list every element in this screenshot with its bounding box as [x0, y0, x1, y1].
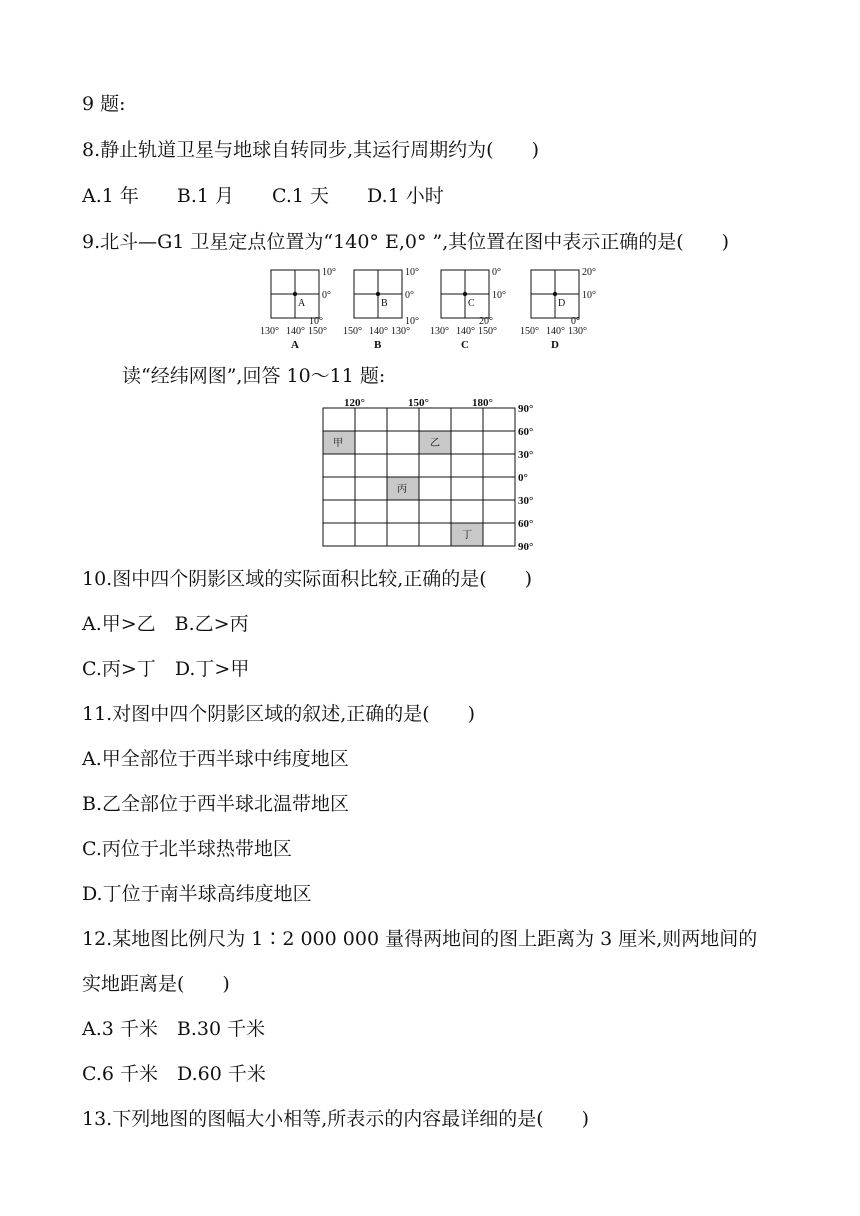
grid-c-lat-2: 10°	[492, 290, 506, 301]
label-bing: 丙	[397, 484, 407, 495]
grid-c-lon-2: 140°	[456, 326, 475, 337]
lat-30n: 30°	[518, 449, 534, 461]
question-11-option-a: A.甲全部位于西半球中纬度地区	[82, 748, 349, 770]
grid-a-caption: A	[291, 339, 299, 351]
lat-30s: 30°	[518, 495, 534, 507]
grid-c-lon-1: 130°	[430, 326, 449, 337]
question-8-options: A.1 年 B.1 月 C.1 天 D.1 小时	[82, 185, 444, 207]
grid-d-letter: D	[558, 298, 566, 309]
grid-c-caption: C	[461, 339, 469, 351]
question-12-options-ab: A.3 千米 B.30 千米	[82, 1018, 266, 1040]
grid-c	[430, 267, 506, 351]
grid-d-lat-1: 20°	[582, 267, 596, 278]
question-10-options-ab: A.甲>乙 B.乙>丙	[82, 613, 249, 635]
lat-0: 0°	[518, 472, 528, 484]
grid-a-lon-2: 140°	[286, 326, 305, 337]
question-11-option-c: C.丙位于北半球热带地区	[82, 838, 292, 860]
grid-a-lon-1: 130°	[260, 326, 279, 337]
lat-90s: 90°	[518, 541, 534, 553]
lat-90n: 90°	[518, 403, 534, 415]
grid-b-caption: B	[374, 339, 382, 351]
q10-11-figure	[0, 396, 860, 556]
question-12-line-2: 实地距离是( )	[82, 973, 230, 995]
grid-c-lon-3: 150°	[478, 326, 497, 337]
text-line-9-intro: 9 题:	[82, 93, 126, 115]
grid-b	[343, 267, 419, 351]
grid-d-caption: D	[551, 339, 559, 351]
grid-c-lat-3: 20°	[479, 316, 493, 327]
question-10-options-cd: C.丙>丁 D.丁>甲	[82, 658, 250, 680]
grid-b-lat-3: 10°	[405, 316, 419, 327]
label-jia: 甲	[333, 438, 343, 449]
grid-b-lon-3: 130°	[391, 326, 410, 337]
read-instruction: 读“经纬网图”,回答 10～11 题:	[122, 365, 386, 387]
grid-b-letter: B	[381, 298, 388, 309]
question-11: 11.对图中四个阴影区域的叙述,正确的是( )	[82, 703, 476, 725]
lon-180: 180°	[472, 397, 493, 409]
grid-d-lon-2: 140°	[546, 326, 565, 337]
grid-b-lon-1: 150°	[343, 326, 362, 337]
grid-b-lat-1: 10°	[405, 267, 419, 278]
grid-a-lon-3: 150°	[308, 326, 327, 337]
question-12-line-1: 12.某地图比例尺为 1∶2 000 000 量得两地间的图上距离为 3 厘米,则两地间的	[82, 928, 758, 950]
label-yi: 乙	[430, 438, 440, 449]
label-ding: 丁	[462, 530, 472, 541]
question-11-option-d: D.丁位于南半球高纬度地区	[82, 883, 312, 905]
grid-b-lat-2: 0°	[405, 290, 414, 301]
grid-d	[520, 267, 596, 351]
grid-a-letter: A	[298, 298, 306, 309]
lon-120: 120°	[344, 397, 365, 409]
question-11-option-b: B.乙全部位于西半球北温带地区	[82, 793, 350, 815]
grid-b-lon-2: 140°	[369, 326, 388, 337]
grid-c-letter: C	[468, 298, 475, 309]
grid-d-lat-2: 10°	[582, 290, 596, 301]
grid-d-lon-3: 130°	[568, 326, 587, 337]
question-9: 9.北斗—G1 卫星定点位置为“140° E,0° ”,其位置在图中表示正确的是( )	[82, 231, 730, 253]
grid-a	[260, 267, 336, 351]
grid-d-lon-1: 150°	[520, 326, 539, 337]
question-13: 13.下列地图的图幅大小相等,所表示的内容最详细的是( )	[82, 1108, 590, 1130]
grid-a-lat-1: 10°	[322, 267, 336, 278]
grid-d-lat-3: 0°	[571, 316, 580, 327]
grid-c-lat-1: 0°	[492, 267, 501, 278]
lat-60s: 60°	[518, 518, 534, 530]
question-10: 10.图中四个阴影区域的实际面积比较,正确的是( )	[82, 568, 533, 590]
grid-a-lat-2: 0°	[322, 290, 331, 301]
question-12-options-cd: C.6 千米 D.60 千米	[82, 1063, 266, 1085]
lon-150: 150°	[408, 397, 429, 409]
grid-a-lat-3: 10°	[309, 316, 323, 327]
lat-60n: 60°	[518, 426, 534, 438]
question-8: 8.静止轨道卫星与地球自转同步,其运行周期约为( )	[82, 139, 539, 161]
